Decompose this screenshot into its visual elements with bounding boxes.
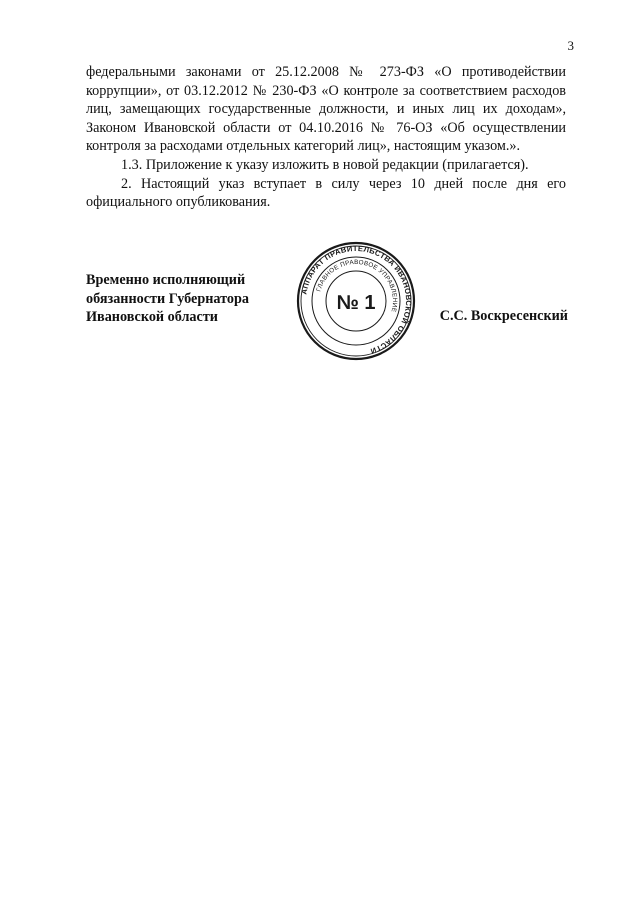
official-seal-stamp xyxy=(296,241,416,361)
signatory-title xyxy=(86,271,249,327)
seal-outer-text: АППАРАТ ПРАВИТЕЛЬСТВА ИВАНОВСКОЙ ОБЛАСТИ xyxy=(299,243,414,356)
body-paragraph-continuation: федеральными законами от 25.12.2008 № 273-ФЗ «О противодействии коррупции», от 03.12.2012 № 230-ФЗ «О контроле за соответствием расходов лиц, замещающих государственные должности, и иных лиц их доходам», Законом Ивановской области от 04.10.2016 № 76-ОЗ «Об осуществлении контроля за расходами отдельных категорий лиц», настоящим указом.». xyxy=(86,64,566,155)
document-body xyxy=(86,63,566,212)
seal-inner-text: ГЛАВНОЕ ПРАВОВОЕ УПРАВЛЕНИЕ xyxy=(315,258,399,313)
body-paragraph-item-2: 2. Настоящий указ вступает в силу через 10 дней после дня его официального опубликования. xyxy=(86,175,566,211)
page-number: 3 xyxy=(567,38,574,53)
signatory-title-line-3: Ивановской области xyxy=(86,309,218,326)
body-paragraph-item-1-3: 1.3. Приложение к указу изложить в новой редакции (прилагается). xyxy=(121,156,529,173)
signatory-title-line-1: Временно исполняющий xyxy=(86,272,246,288)
signatory-name: С.С. Воскресенский xyxy=(439,308,568,324)
seal-graphic xyxy=(296,241,416,361)
seal-center-number: № 1 xyxy=(336,292,376,314)
signatory-title-line-2: обязанности Губернатора xyxy=(86,290,249,307)
